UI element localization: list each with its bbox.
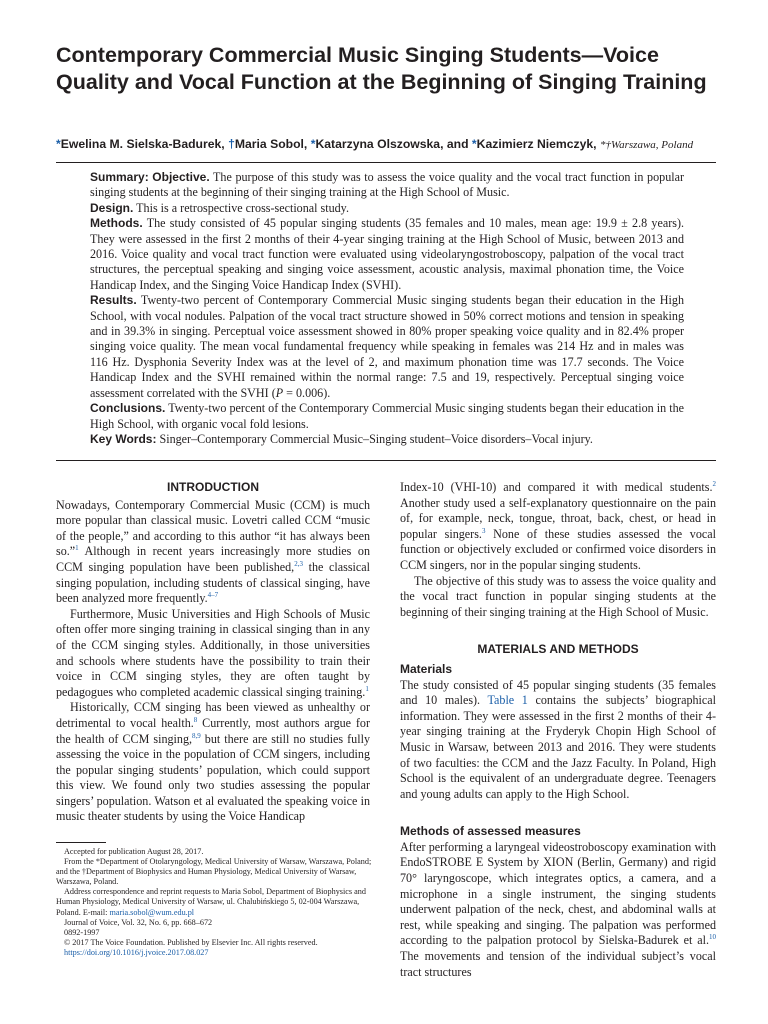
citation-link[interactable]: 4–7 xyxy=(207,591,219,600)
citation-link[interactable]: 1 xyxy=(75,544,79,553)
citation-link[interactable]: 8 xyxy=(193,715,198,724)
results-text-end: = 0.006). xyxy=(283,385,331,400)
article-footnote xyxy=(56,847,374,958)
paragraph-text: Another study used a self-explanatory questionnaire on the pain of, for example, neck, tongue, throat, back, chest, or head in popular singers. xyxy=(400,495,716,541)
paragraph-text: The movements and tension of the individual subject’s vocal tract structures xyxy=(400,949,716,979)
abstract-keywords xyxy=(90,432,684,447)
affiliations-note: From the *Department of Otolaryngology, Medical University of Warsaw, Warszawa, Poland; and the †Department of Biophysics and Human Physiology, Medical University of Warsaw, Warszawa, Poland. xyxy=(56,857,372,887)
journal-citation: Journal of Voice, Vol. 32, No. 6, pp. 668–672 xyxy=(64,917,213,927)
paragraph-text: Although in recent years increasingly more studies on CCM singing population have been published, xyxy=(56,544,370,574)
author-name: Maria Sobol, xyxy=(234,137,311,151)
footnote-rule xyxy=(56,842,106,843)
abstract-design xyxy=(90,201,684,216)
affiliation-mark: * xyxy=(471,137,477,151)
design-label: Design. xyxy=(90,200,134,215)
paragraph-text: Currently, most authors argue for the health of CCM singing, xyxy=(56,715,370,746)
summary-label: Summary: xyxy=(90,170,149,184)
citation-link[interactable]: 8,9 xyxy=(192,731,201,740)
author-name: Ewelina M. Sielska-Badurek, xyxy=(60,137,229,151)
abstract-top-rule xyxy=(56,162,716,163)
abstract xyxy=(90,170,684,447)
paragraph-text: Historically, CCM singing has been viewed as unhealthy or detrimental to vocal health. xyxy=(56,700,370,730)
paragraph-text: Index-10 (VHI-10) and compared it with medical students. xyxy=(400,480,713,494)
author-name: Kazimierz Niemczyk, xyxy=(476,137,600,151)
introduction-heading: INTRODUCTION xyxy=(167,480,259,494)
results-label: Results. xyxy=(90,293,137,308)
methods-text: The study consisted of 45 popular singing students (35 females and 10 males, mean age: 19.9 ± 2.8 years). They were assessed in the first 2 months of their 4-year singing training at the High School of Music, between 2013 and 2016. Voice quality and vocal tract function were evaluated using videolaryngostroboscopy, palpation of the vocal tract structures, the perceptual speaking and singing voice assessment, acoustic analysis, maximal phonation time, the Voice Handicap Index, and the Singing Voice Handicap Index (SVHI). xyxy=(90,216,684,292)
table-link[interactable]: Table 1 xyxy=(487,693,528,708)
keywords-text: Singer–Contemporary Commercial Music–Singing student–Voice disorders–Vocal injury. xyxy=(159,431,593,446)
accepted-date: Accepted for publication August 28, 2017. xyxy=(64,847,204,856)
materials-methods-heading: MATERIALS AND METHODS xyxy=(477,642,639,657)
correspondence-note xyxy=(56,887,374,917)
abstract-results xyxy=(90,293,684,401)
citation-link[interactable]: 1 xyxy=(365,684,369,693)
methods-subheading: Methods of assessed measures xyxy=(400,824,581,839)
objective-text: The purpose of this study was to assess the voice quality and the vocal tract function in popular singing students at the beginning of their singing training at the High School of Music. xyxy=(90,170,684,200)
right-column xyxy=(400,480,716,980)
intro-paragraph: The objective of this study was to assess the voice quality and the vocal tract function in popular singing students at the beginning of their singing training at the High School of Music. xyxy=(400,573,716,619)
intro-paragraph xyxy=(56,607,370,701)
conclusions-text: Twenty-two percent of the Contemporary Commercial Music singing students began their education in the High School, with organic vocal fold lesions. xyxy=(90,401,684,431)
results-text: Twenty-two percent of Contemporary Commercial Music singing students began their education in the High School, with vocal nodules. Palpation of the vocal tract structure showed in 50% correct motions and tension in speaking and in 39.3% in singing. Perceptual voice assessment showed in 80% proper speaking voice quality and in 82.4% proper singing voice quality. The mean vocal fundamental frequency while speaking in females was 214 Hz and in males was 116 Hz. Dysphonia Severity Index was at the level of 2, and maximum phonation time was 17.7 seconds. The Voice Handicap Index and the SVHI remained within the normal range: 7.5 and 19, respectively. Perceptual singing voice assessment correlated with the SVHI ( xyxy=(90,293,684,400)
paragraph-text: None of these studies assessed the vocal function or objectively excluded or confirmed voice disorders in CCM singers, nor in the popular singing students. xyxy=(400,526,716,572)
left-column xyxy=(56,480,370,825)
paragraph-text: After performing a laryngeal videostroboscopy examination with EndoSTROBE E System by XION (Berlin, Germany) and rigid 70° laryngoscope, which integrates optics, a camera, and a microphone in a single instrument, the singing students underwent palpation of the neck, chest, and abdominal walls at rest, while speaking and singing. The palpation was performed according to the palpation protocol by Sielska-Badurek et al. xyxy=(400,839,716,948)
paragraph-text: the classical singing population, including students of classical singing, have been analyzed more frequently. xyxy=(56,559,370,606)
methods-paragraph xyxy=(400,678,716,803)
methods-label: Methods. xyxy=(90,216,143,231)
paragraph-text: but there are still no studies fully assessing the voice in the population of CCM singers, including the popular singing students’ population, which could support this view. We found only two studies assessing the popular singers’ population. Watson et al evaluated the speaking voice in music theater students by using the Voice Handicap xyxy=(56,731,370,824)
methods-paragraph xyxy=(400,840,716,980)
abstract-conclusions xyxy=(90,401,684,432)
abstract-bottom-rule xyxy=(56,460,716,461)
conclusions-label: Conclusions. xyxy=(90,401,166,416)
intro-paragraph xyxy=(56,498,370,607)
abstract-methods xyxy=(90,216,684,293)
abstract-objective xyxy=(90,170,684,201)
citation-link[interactable]: 2,3 xyxy=(294,559,303,568)
paragraph-text: The study consisted of 45 popular singing students (35 females and 10 males). xyxy=(400,677,716,708)
citation-link[interactable]: 2 xyxy=(712,479,716,488)
affiliation-mark: * xyxy=(56,137,61,151)
correspondence-text: Address correspondence and reprint requests to Maria Sobol, Department of Biophysics and Human Physiology, Medical University of Warsaw, ul. Chalubińskiego 5, 02-004 Warszawa, Poland. E-mail: xyxy=(56,887,366,917)
p-value-symbol: P xyxy=(275,385,284,400)
materials-subheading: Materials xyxy=(400,661,453,676)
issn: 0892-1997 xyxy=(64,927,100,937)
article-title: Contemporary Commercial Music Singing Students—Voice Quality and Vocal Function at the Beginning of Singing Training xyxy=(56,43,707,94)
doi-link[interactable]: https://doi.org/10.1016/j.jvoice.2017.08.027 xyxy=(64,947,209,957)
paragraph-text: Nowadays, Contemporary Commercial Music (CCM) is much more popular than classical music. Lovetri called CCM “music of the people,” and according to this author “it has always been so.” xyxy=(56,497,370,559)
paragraph-text: contains the subjects’ biographical information. They were assessed in the first 2 months of their 4-year singing training at the Fryderyk Chopin High School of Music in Warsaw, between 2013 and 2016. They were students of two faculties: the CCM and the Jazz Faculty. In Poland, High School is the equivalent of an undergraduate degree. Teenagers and young adults can apply to the High School. xyxy=(400,693,716,801)
citation-link[interactable]: 10 xyxy=(709,933,716,942)
intro-paragraph xyxy=(56,700,370,825)
design-text: This is a retrospective cross-sectional study. xyxy=(136,200,349,215)
email-link[interactable]: maria.sobol@wum.edu.pl xyxy=(109,907,195,917)
author-name: Katarzyna Olszowska, and xyxy=(315,137,472,151)
affiliation-mark: * xyxy=(310,137,316,151)
copyright-notice: © 2017 The Voice Foundation. Published by Elsevier Inc. All rights reserved. xyxy=(64,937,318,947)
intro-paragraph xyxy=(400,480,716,574)
objective-label: Objective. xyxy=(152,170,210,184)
keywords-label: Key Words: xyxy=(90,431,157,446)
citation-link[interactable]: 3 xyxy=(481,526,486,535)
author-affiliation: *†Warszawa, Poland xyxy=(599,139,694,151)
author-line xyxy=(56,137,736,151)
affiliation-mark: † xyxy=(228,137,235,151)
paragraph-text: Furthermore, Music Universities and High Schools of Music often offer more singing training in classical singing than in any of the CCM singing styles. Additionally, in those universities and schools where students have the possibility to train their voice in CCM singing styles, they are often taught by pedagogues who completed academic classical singing training. xyxy=(56,606,370,699)
